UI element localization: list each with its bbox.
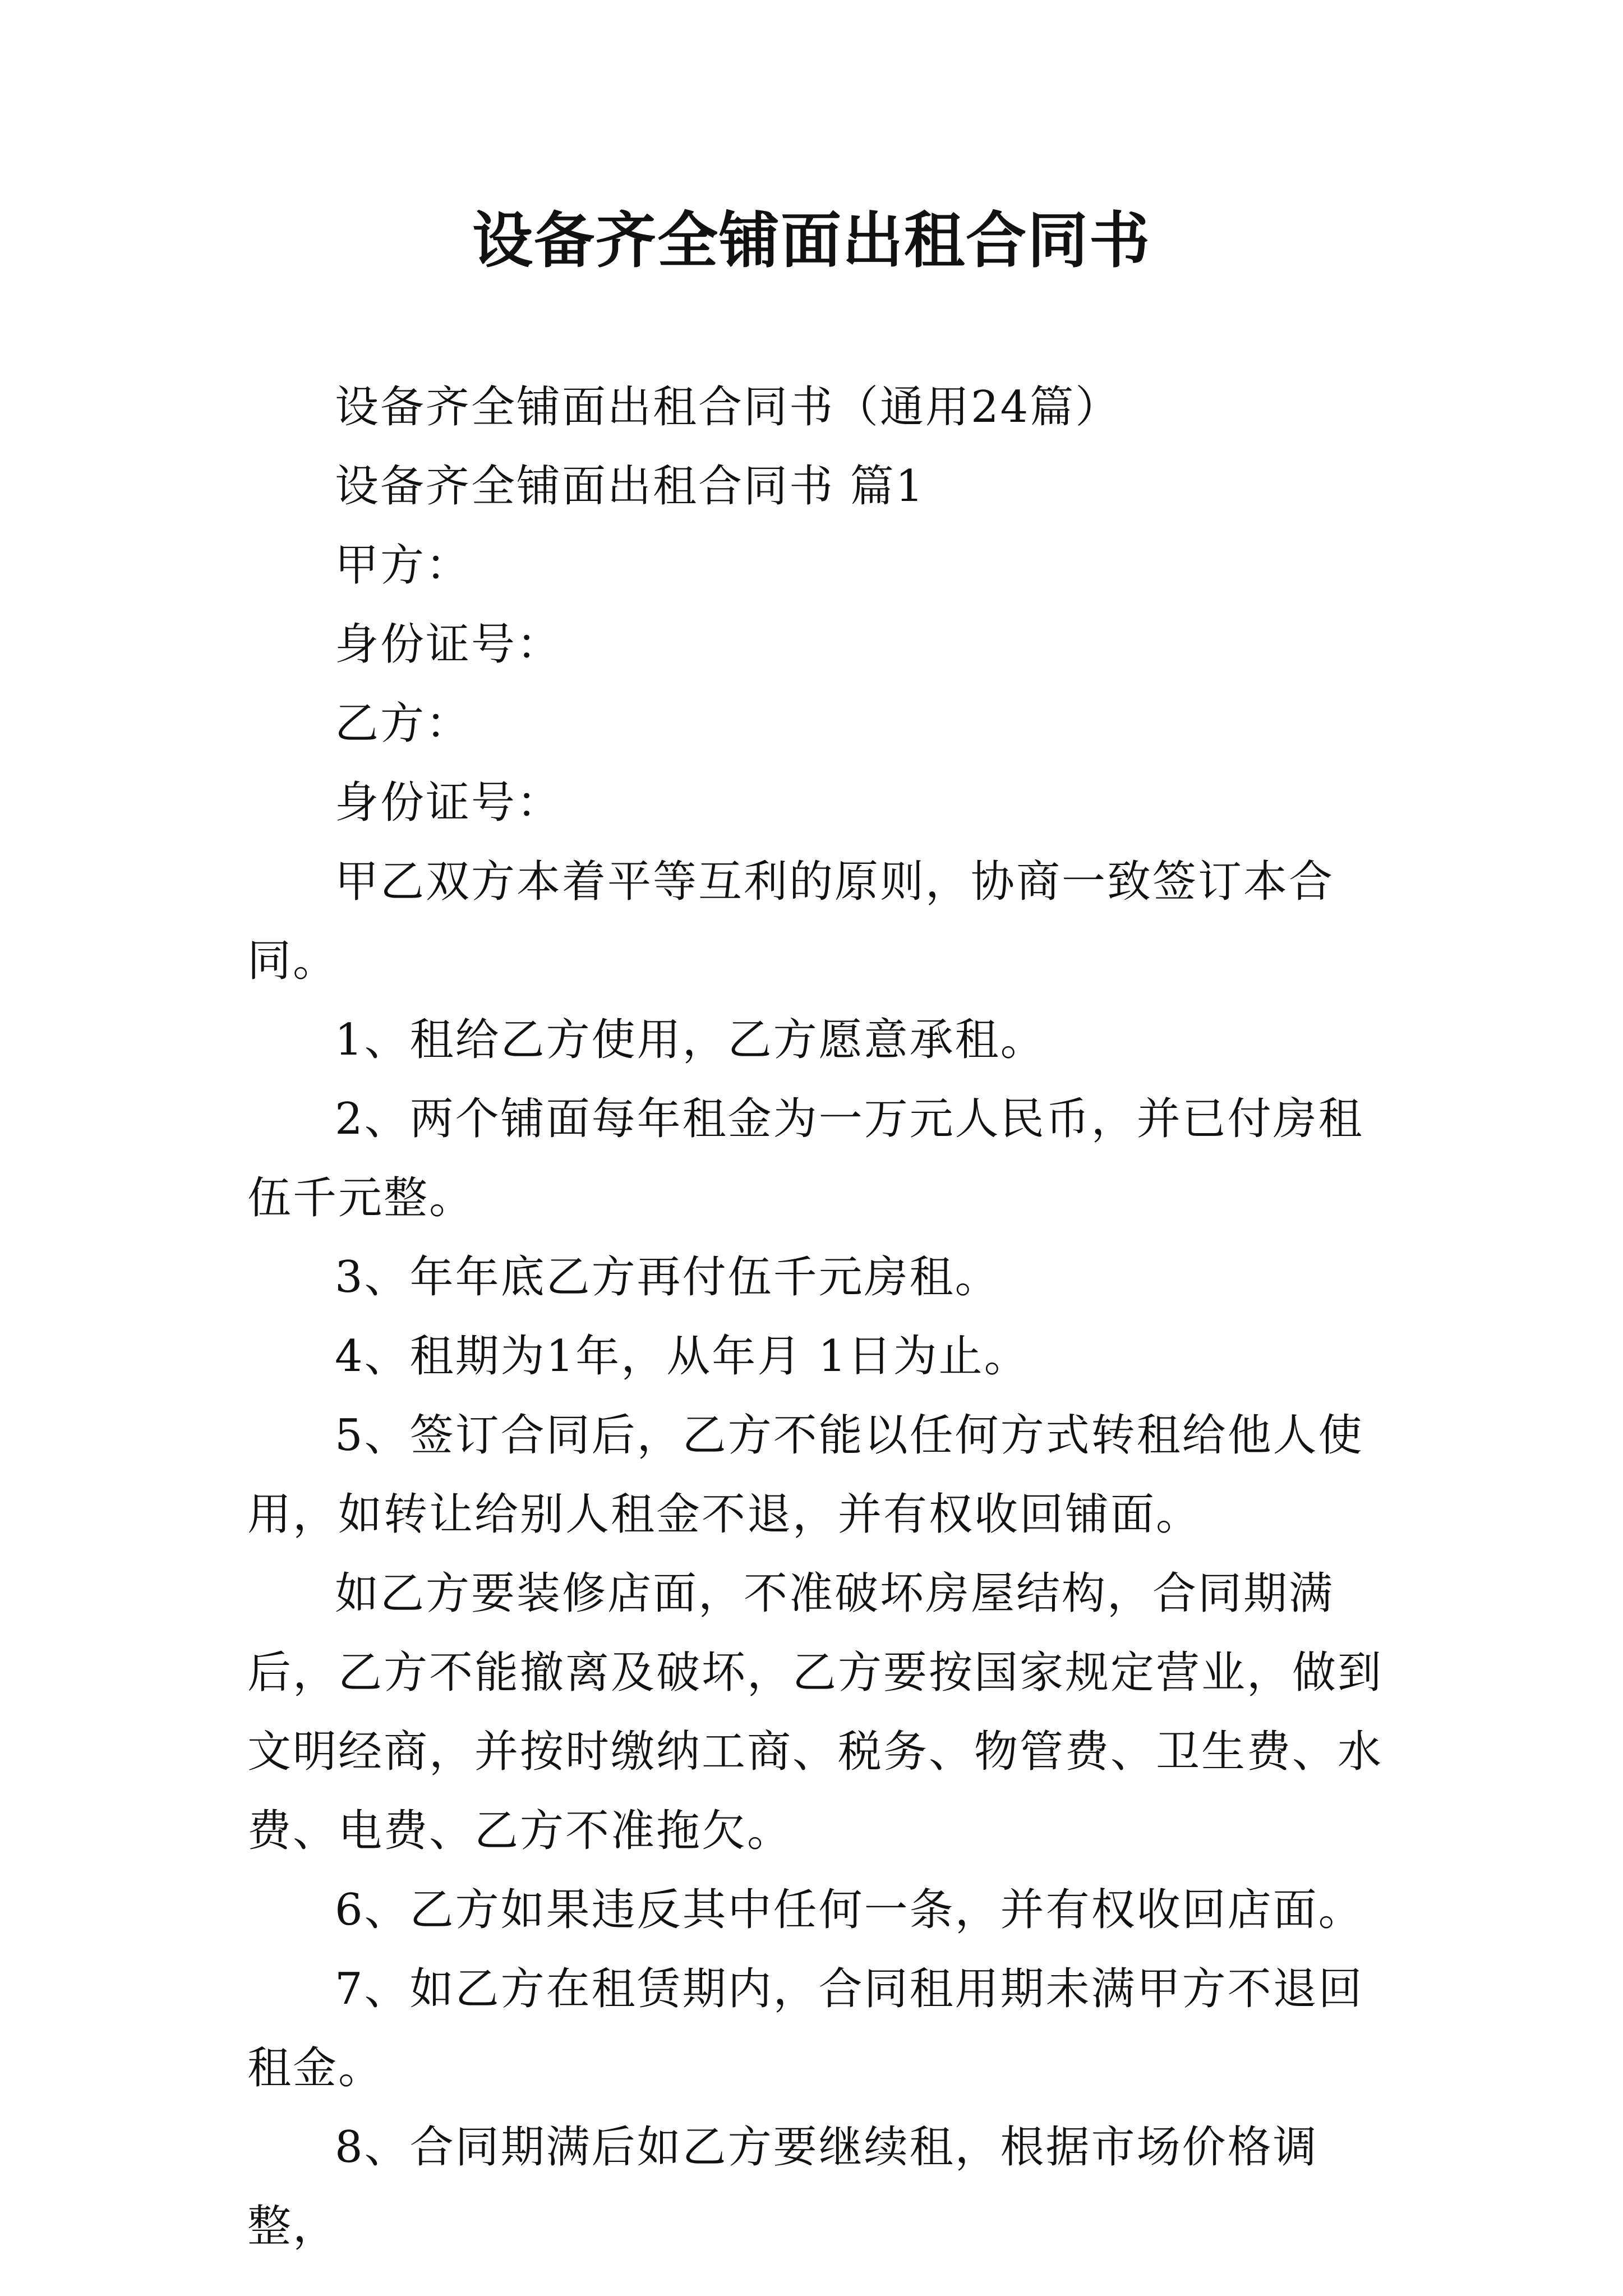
paragraph: 2、两个铺面每年租金为一万元人民币，并已付房租伍千元整。 (247, 1094, 1364, 1223)
paragraph: 甲乙双方本着平等互利的原则，协商一致签订本合同。 (247, 857, 1335, 986)
paragraph: 5、签订合同后，乙方不能以任何方式转租给他人使用，如转让给别人租金不退，并有权收回铺面。 (247, 1410, 1364, 1540)
document-title: 设备齐全铺面出租合同书 (472, 206, 1151, 276)
paragraph: 7、如乙方在租赁期内，合同租用期未满甲方不退回租金。 (247, 1964, 1364, 2093)
paragraph: 6、乙方如果违反其中任何一条，并有权收回店面。 (335, 1885, 1364, 1935)
paragraph: 乙方： (335, 698, 472, 749)
paragraph: 3、年年底乙方再付伍千元房租。 (335, 1252, 1000, 1303)
paragraph: 如乙方要装修店面，不准破坏房屋结构，合同期满后，乙方不能撤离及破坏，乙方要按国家规定营业，做到文明经商，并按时缴纳工商、税务、物管费、卫生费、水费、电费、乙方不准拖欠。 (247, 1568, 1384, 1856)
paragraph: 身份证号： (335, 777, 562, 828)
document-body (247, 368, 1386, 2266)
paragraph: 1、租给乙方使用，乙方愿意承租。 (335, 1015, 1046, 1065)
paragraph: 设备齐全铺面出租合同书 篇1 (335, 461, 925, 512)
paragraph: 甲方： (335, 540, 472, 591)
paragraph: 4、租期为1年，从年月 1日为止。 (335, 1331, 1030, 1382)
paragraph: 8、合同期满后如乙方要继续租，根据市场价格调整， (247, 2122, 1318, 2252)
paragraph: 身份证号： (335, 619, 562, 670)
paragraph: 设备齐全铺面出租合同书（通用24篇） (335, 382, 1121, 432)
